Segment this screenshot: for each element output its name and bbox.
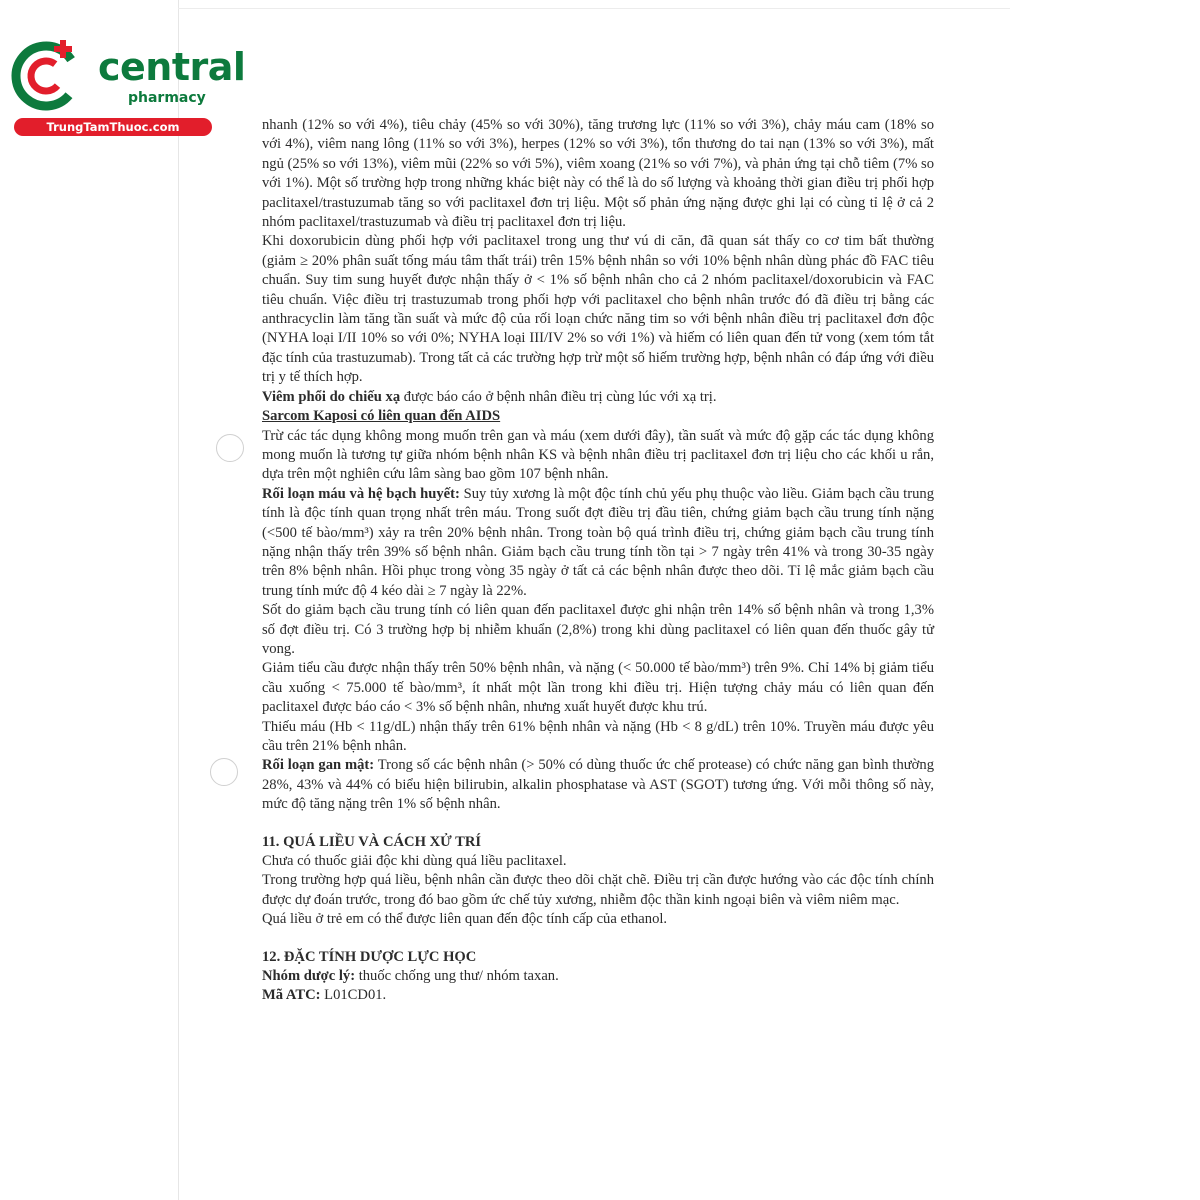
section-11-line-3: Quá liều ở trẻ em có thể được liên quan đến độc tính cấp của ethanol. [262, 911, 668, 928]
paragraph-radiation-pneumonitis [262, 388, 934, 407]
paragraph-febrile-neutropenia: Sốt do giảm bạch cầu trung tính có liên quan đến paclitaxel được ghi nhận trên 14% số bệnh nhân và trong 1,3% số đợt điều trị. Có 3 trường hợp bị nhiễm khuẩn (2,8%) trong khi dùng paclitaxel có liên quan đến thuốc gây tử vong. [262, 602, 934, 657]
hepatobiliary-label: Rối loạn gan mật: [262, 757, 375, 774]
pharmacological-group [262, 967, 934, 986]
atc-code-label: Mã ATC: [262, 987, 321, 1004]
punch-hole-bottom [210, 758, 238, 786]
punch-hole-top [216, 434, 244, 462]
atc-code-value: L01CD01. [320, 987, 387, 1004]
scan-edge [178, 0, 179, 1200]
logo-site-banner: TrungTamThuoc.com [14, 118, 212, 136]
paragraph-adverse-effects: nhanh (12% so với 4%), tiêu chảy (45% so với 30%), tăng trương lực (11% so với 3%), chảy máu cam (18% so với 4%), viêm nang lông (11% so với 3%), herpes (12% so với 3%), tổn thương do tai nạn (13% so với 3%), mất ngủ (25% so với 13%), viêm mũi (22% so với 5%), viêm xoang (21% so với 7%), và phản ứng tại chỗ tiêm (7% so với 1%). Một số trường hợp trong những khác biệt này có thể là do số lượng và khoảng thời gian điều trị phối hợp paclitaxel/trastuzumab tăng so với paclitaxel đơn trị liệu. Một số phản ứng nặng được ghi lại có cùng tỉ lệ ở cả 2 nhóm paclitaxel/trastuzumab và điều trị paclitaxel đơn trị liệu. [262, 117, 934, 231]
section-11-line-1: Chưa có thuốc giải độc khi dùng quá liều paclitaxel. [262, 853, 567, 870]
atc-code [262, 986, 934, 1005]
logo-sub-text: pharmacy [128, 90, 206, 106]
blood-disorders-text: Suy tủy xương là một độc tính chủ yếu phụ thuộc vào liều. Giảm bạch cầu trung tính là độc tính quan trọng nhất trên máu. Trong suốt đợt điều trị đầu tiên, chứng giảm bạch cầu trung tính nặng (<500 tế bào/mm³) xảy ra trên 20% bệnh nhân. Trong toàn bộ quá trình điều trị, chứng giảm bạch cầu trung tính nặng nhận thấy trên 39% số bệnh nhân. Giảm bạch cầu trung tính tồn tại > 7 ngày trên 41% và trong 30-35 ngày trên 8% bệnh nhân. Hồi phục trong vòng 35 ngày ở tất cả các bệnh nhân được theo dõi. Tỉ lệ mắc giảm bạch cầu trung tính mức độ 4 kéo dài ≥ 7 ngày là 22%. [262, 485, 934, 599]
pharmacological-group-label: Nhóm dược lý: [262, 968, 356, 985]
paragraph-doxorubicin: Khi doxorubicin dùng phối hợp với paclitaxel trong ung thư vú di căn, đã quan sát thấy co cơ tim bất thường (giảm ≥ 20% phân suất tống máu tâm thất trái) trên 15% bệnh nhân so với 10% bệnh nhân dùng phác đồ FAC tiêu chuẩn. Suy tim sung huyết được nhận thấy ở < 1% số bệnh nhân cho cả 2 nhóm paclitaxel/doxorubicin và FAC tiêu chuẩn. Việc điều trị trastuzumab trong phối hợp với paclitaxel cho bệnh nhân trước đó đã điều trị bằng các anthracyclin làm tăng tần suất và mức độ của rối loạn chức năng tim so với bệnh nhân điều trị paclitaxel đơn độc (NYHA loại I/II 10% so với 0%; NYHA loại III/IV 2% so với 1%) và hiếm có liên quan đến tử vong (xem tóm tắt đặc tính của trastuzumab). Trong tất cả các trường hợp trừ một số hiếm trường hợp, bệnh nhân có đáp ứng với điều trị y tế thích hợp. [262, 233, 934, 386]
logo-mark-icon [10, 38, 90, 118]
document-body [262, 116, 934, 1006]
radiation-pneumonitis-text: được báo cáo ở bệnh nhân điều trị cùng lúc với xạ trị. [400, 388, 717, 405]
section-11-title: 11. QUÁ LIỀU VÀ CÁCH XỬ TRÍ [262, 833, 482, 850]
paragraph-blood-disorders [262, 485, 934, 601]
paragraph-hepatobiliary [262, 756, 934, 814]
scan-edge-top [178, 8, 1010, 9]
blood-disorders-label: Rối loạn máu và hệ bạch huyết: [262, 485, 460, 502]
kaposi-heading: Sarcom Kaposi có liên quan đến AIDS [262, 408, 501, 425]
radiation-pneumonitis-label: Viêm phổi do chiếu xạ [262, 388, 401, 405]
hepatobiliary-text: Trong số các bệnh nhân (> 50% có dùng thuốc ức chế protease) có chức năng gan bình thường 28%, 43% và 44% có biểu hiện bilirubin, alkalin phosphatase và AST (SGOT) tương ứng. Với mỗi thông số này, mức độ tăng nặng trên 1% số bệnh nhân. [262, 757, 934, 813]
central-pharmacy-logo[interactable] [10, 38, 246, 138]
paragraph-thrombocytopenia: Giảm tiểu cầu được nhận thấy trên 50% bệnh nhân, và nặng (< 50.000 tế bào/mm³) trên 9%. Chỉ 14% bị giảm tiểu cầu xuống < 75.000 tế bào/mm³, ít nhất một lần trong khi điều trị. Hiện tượng chảy máu có liên quan đến paclitaxel được báo cáo < 3% số bệnh nhân, nhưng xuất huyết được khu trú. [262, 660, 934, 716]
pharmacological-group-value: thuốc chống ung thư/ nhóm taxan. [355, 968, 559, 985]
paragraph-anemia: Thiếu máu (Hb < 11g/dL) nhận thấy trên 61% bệnh nhân và nặng (Hb < 8 g/dL) trên 10%. Truyền máu được yêu cầu trên 21% bệnh nhân. [262, 718, 934, 754]
section-12-title: 12. ĐẶC TÍNH DƯỢC LỰC HỌC [262, 948, 477, 965]
paragraph-kaposi: Trừ các tác dụng không mong muốn trên gan và máu (xem dưới đây), tần suất và mức độ gặp các tác dụng không mong muốn là tương tự giữa nhóm bệnh nhân KS và bệnh nhân điều trị paclitaxel đơn trị liệu cho các khối u rắn, dựa trên một nghiên cứu lâm sàng bao gồm 107 bệnh nhân. [262, 427, 934, 483]
section-11-line-2: Trong trường hợp quá liều, bệnh nhân cần được theo dõi chặt chẽ. Điều trị cần được hướng vào các độc tính chính được dự đoán trước, trong đó bao gồm ức chế tủy xương, nhiễm độc thần kinh ngoại biên và viêm niêm mạc. [262, 872, 934, 908]
logo-brand-text: central [98, 45, 246, 89]
